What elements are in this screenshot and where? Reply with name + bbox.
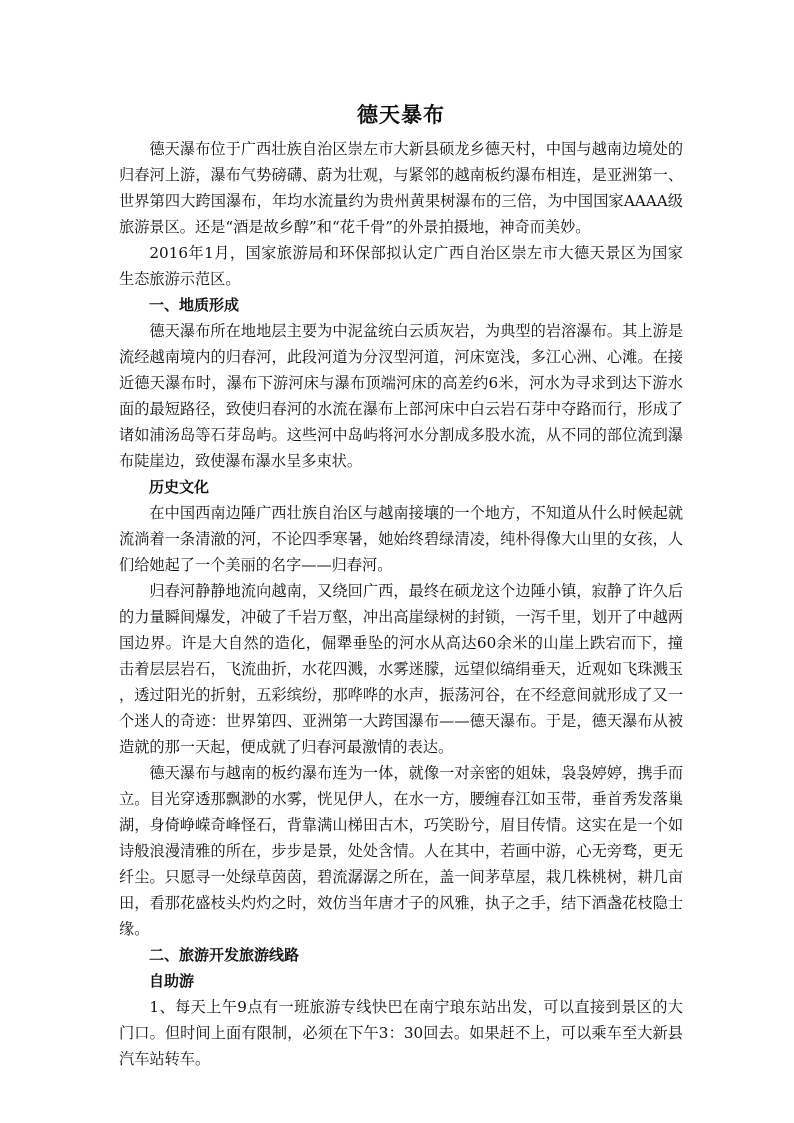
paragraph-history-3: 德天瀑布与越南的板约瀑布连为一体，就像一对亲密的姐妹，袅袅婷婷，携手而立。目光穿透那飘渺的水雾，恍见伊人，在水一方，腰缠春江如玉带，垂首秀发落巢湖，身倚峥嵘奇峰怪石，背靠满山梯田古木，巧笑盼兮，眉目传情。这实在是一个如诗般浪漫清雅的所在，步步是景，处处含情。人在其中，若画中游，心无旁骛，更无纤尘。只愿寻一处绿草茵茵，碧流潺潺之所在，盖一间茅草屋，栽几株桃树，耕几亩田，看那花盛枝头灼灼之时，效仿当年唐才子的风雅，执子之手，结下酒盏花枝隐士缘。 bbox=[119, 764, 683, 938]
section-heading-geology: 一、地质形成 bbox=[149, 296, 240, 314]
section-heading-history: 历史文化 bbox=[149, 478, 210, 496]
document-title: 德天暴布 bbox=[357, 102, 445, 127]
paragraph-self-guided-1: 1、每天上午9点有一班旅游专线快巴在南宁琅东站出发，可以直接到景区的大门口。但时间上面有限制，必须在下午3：30回去。如果赶不上，可以乘车至大新县汽车站转车。 bbox=[119, 998, 683, 1068]
document-page bbox=[119, 100, 683, 1072]
paragraph-geology: 德天瀑布所在地地层主要为中泥盆统白云质灰岩，为典型的岩溶瀑布。其上游是流经越南境内的归春河，此段河道为分汊型河道，河床宽浅，多江心洲、心滩。在接近德天瀑布时，瀑布下游河床与瀑布顶端河床的高差约6米，河水为寻求到达下游水面的最短路径，致使归春河的水流在瀑布上部河床中白云岩石芽中夺路而行，形成了诸如浦汤岛等石芽岛屿。这些河中岛屿将河水分割成多股水流，从不同的部位流到瀑布陡崖边，致使瀑布瀑水呈多束状。 bbox=[119, 322, 683, 470]
paragraph-intro: 德天瀑布位于广西壮族自治区崇左市大新县硕龙乡德天村，中国与越南边境处的归春河上游，瀑布气势磅礴、蔚为壮观，与紧邻的越南板约瀑布相连，是亚洲第一、世界第四大跨国瀑布，年均水流量约为贵州黄果树瀑布的三倍，为中国国家AAAA级旅游景区。还是“酒是故乡醇”和“花千骨”的外景拍摄地，神奇而美妙。 bbox=[119, 140, 683, 236]
paragraph-history-2: 归春河静静地流向越南，又绕回广西，最终在硕龙这个边陲小镇，寂静了许久后的力量瞬间爆发，冲破了千岩万壑，冲出高崖绿树的封锁，一泻千里，划开了中越两国边界。许是大自然的造化，倔犟垂坠的河水从高达60余米的山崖上跌宕而下，撞击着层层岩石，飞流曲折，水花四溅，水雾迷朦，远望似缟绢垂天，近观如飞珠溅玉，透过阳光的折射，五彩缤纷，那哗哗的水声，振荡河谷，在不经意间就形成了又一个迷人的奇迹：世界第四、亚洲第一大跨国瀑布——德天瀑布。于是，德天瀑布从被造就的那一天起，便成就了归春河最激情的表达。 bbox=[119, 582, 683, 756]
subheading-self-guided: 自助游 bbox=[149, 972, 195, 990]
section-heading-tourism: 二、旅游开发旅游线路 bbox=[149, 946, 300, 964]
paragraph-eco-demo: 2016年1月，国家旅游局和环保部拟认定广西自治区崇左市大德天景区为国家生态旅游示范区。 bbox=[119, 244, 683, 288]
paragraph-history-1: 在中国西南边陲广西壮族自治区与越南接壤的一个地方，不知道从什么时候起就流淌着一条清澈的河，不论四季寒暑，她始终碧绿清凌，纯朴得像大山里的女孩，人们给她起了一个美丽的名字——归春河。 bbox=[119, 504, 683, 574]
